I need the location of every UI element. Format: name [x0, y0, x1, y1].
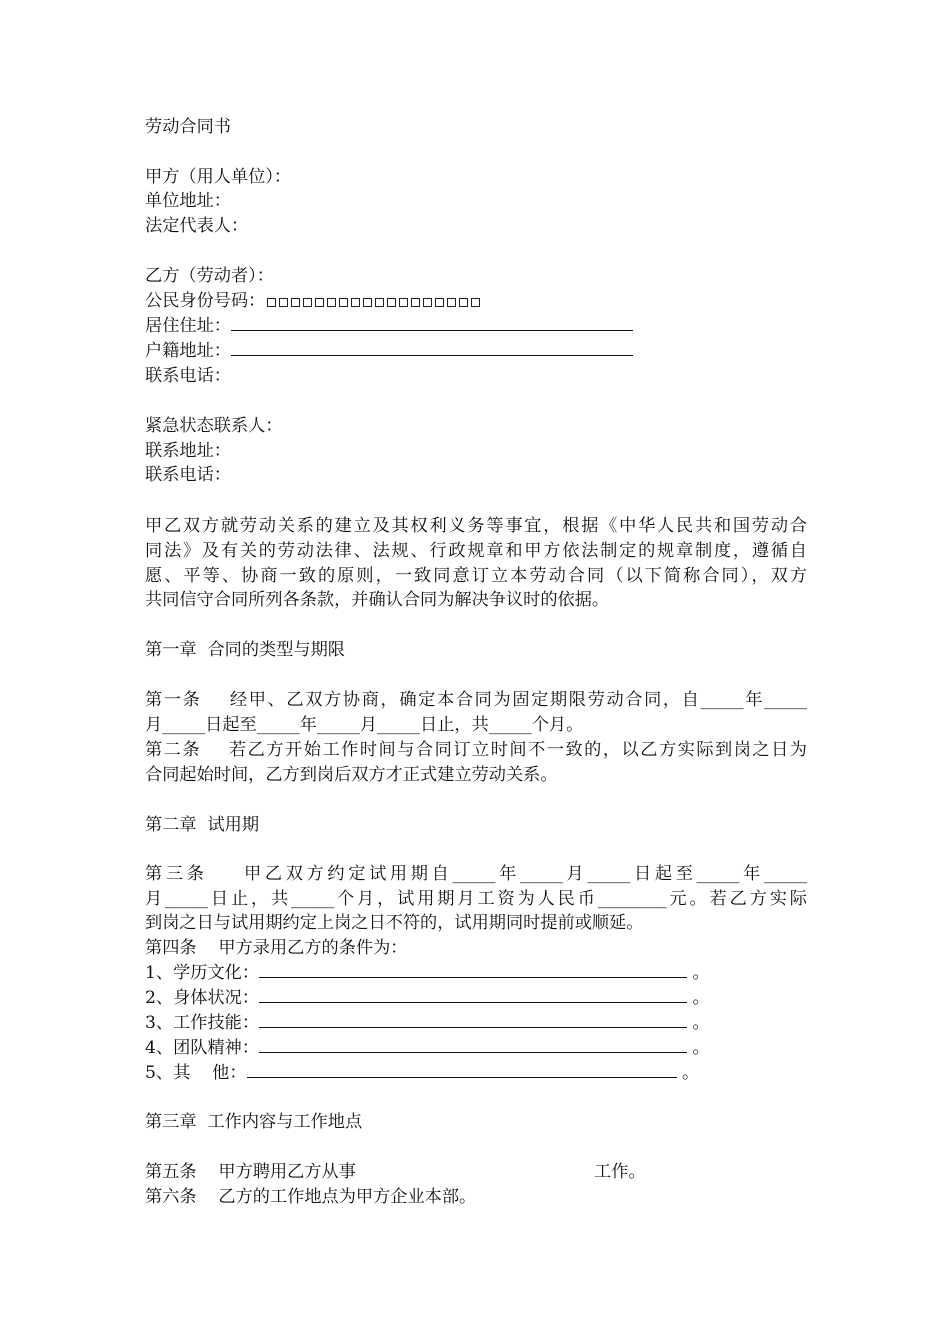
emergency-phone-label: 联系电话：: [145, 465, 231, 485]
party-a-name-label: 甲方（用人单位）：: [145, 167, 292, 187]
party-b-name-label: 乙方（劳动者）：: [145, 266, 274, 286]
id-digit-box: [447, 298, 456, 307]
condition-label: 1、学历文化：: [145, 963, 260, 983]
article-2-line: 合同起始时间，乙方到岗后双方才正式建立劳动关系。: [145, 765, 558, 785]
condition-fill-line: [259, 987, 687, 1003]
condition-end: 。: [692, 963, 710, 983]
condition-label: 2、身体状况：: [145, 988, 260, 1008]
preamble-line: 共同信守合同所列各条款，并确认合同为解决争议时的依据。: [145, 590, 610, 610]
id-digit-box: [303, 298, 312, 307]
preamble-line: 同法》及有关的劳动法律、法规、行政规章和甲方依法制定的规章制度，遵循自: [145, 541, 807, 561]
condition-fill-line: [259, 1037, 687, 1053]
id-digit-box: [339, 298, 348, 307]
party-b-residence-row: [145, 314, 633, 338]
id-digit-box: [291, 298, 300, 307]
emergency-address-label: 联系地址：: [145, 441, 231, 461]
party-b-household-label: 户籍地址：: [145, 341, 231, 361]
article-5-label: 第五条 甲方聘用乙方从事: [145, 1162, 356, 1182]
condition-label: 3、工作技能：: [145, 1013, 260, 1033]
document-title: 劳动合同书: [145, 117, 231, 137]
party-b-household-row: [145, 339, 633, 363]
party-b-id-label: 公民身份号码：: [145, 291, 266, 311]
emergency-contact-label: 紧急状态联系人：: [145, 416, 283, 436]
condition-label: 5、其 他：: [145, 1063, 247, 1083]
residence-fill-line: [231, 315, 633, 331]
article-2-line: 第二条 若乙方开始工作时间与合同订立时间不一致的，以乙方实际到岗之日为: [145, 740, 807, 760]
condition-fill-line: [259, 962, 687, 978]
condition-row: [145, 1036, 710, 1060]
id-number-boxes: [267, 290, 483, 314]
condition-label: 4、团队精神：: [145, 1038, 260, 1058]
id-digit-box: [387, 298, 396, 307]
condition-end: 。: [692, 1013, 710, 1033]
article-5-end: 工作。: [594, 1162, 646, 1182]
id-digit-box: [315, 298, 324, 307]
party-b-id-row: [145, 289, 483, 314]
condition-row: [145, 1011, 710, 1035]
party-a-representative-label: 法定代表人：: [145, 216, 249, 236]
id-digit-box: [279, 298, 288, 307]
party-b-phone-label: 联系电话：: [145, 366, 231, 386]
id-digit-box: [375, 298, 384, 307]
condition-row: [145, 986, 710, 1010]
condition-row: [145, 961, 710, 985]
chapter-3-heading: 第三章 工作内容与工作地点: [145, 1112, 363, 1132]
condition-end: 。: [692, 1038, 710, 1058]
id-digit-box: [435, 298, 444, 307]
condition-fill-line: [247, 1062, 677, 1078]
preamble-line: 愿、平等、协商一致的原则，一致同意订立本劳动合同（以下简称合同），双方: [145, 566, 807, 586]
article-3-line: 月_____日止，共_____个月，试用期月工资为人民币________元。若乙方实际: [145, 889, 807, 909]
condition-row: [145, 1061, 699, 1085]
id-digit-box: [351, 298, 360, 307]
id-digit-box: [459, 298, 468, 307]
article-1-line: 月_____日起至_____年_____月_____日止，共_____个月。: [145, 715, 584, 735]
id-digit-box: [423, 298, 432, 307]
article-6: 第六条 乙方的工作地点为甲方企业本部。: [145, 1187, 477, 1207]
article-3-line: 第三条 甲乙双方约定试用期自_____年_____月_____日起至_____年_____: [145, 864, 807, 884]
condition-end: 。: [682, 1063, 700, 1083]
party-b-residence-label: 居住住址：: [145, 316, 231, 336]
preamble-line: 甲乙双方就劳动关系的建立及其权利义务等事宜，根据《中华人民共和国劳动合: [145, 516, 807, 536]
id-digit-box: [267, 298, 276, 307]
article-3-line: 到岗之日与试用期约定上岗之日不符的，试用期同时提前或顺延。: [145, 913, 644, 933]
article-4-heading: 第四条 甲方录用乙方的条件为：: [145, 938, 408, 958]
household-fill-line: [231, 340, 633, 356]
condition-fill-line: [259, 1012, 687, 1028]
id-digit-box: [327, 298, 336, 307]
article-1-line: 第一条 经甲、乙双方协商，确定本合同为固定期限劳动合同，自_____年_____: [145, 690, 807, 710]
id-digit-box: [411, 298, 420, 307]
id-digit-box: [471, 298, 480, 307]
id-digit-box: [363, 298, 372, 307]
chapter-1-heading: 第一章 合同的类型与期限: [145, 640, 345, 660]
chapter-2-heading: 第二章 试用期: [145, 815, 260, 835]
id-digit-box: [399, 298, 408, 307]
party-a-address-label: 单位地址：: [145, 191, 231, 211]
condition-end: 。: [692, 988, 710, 1008]
